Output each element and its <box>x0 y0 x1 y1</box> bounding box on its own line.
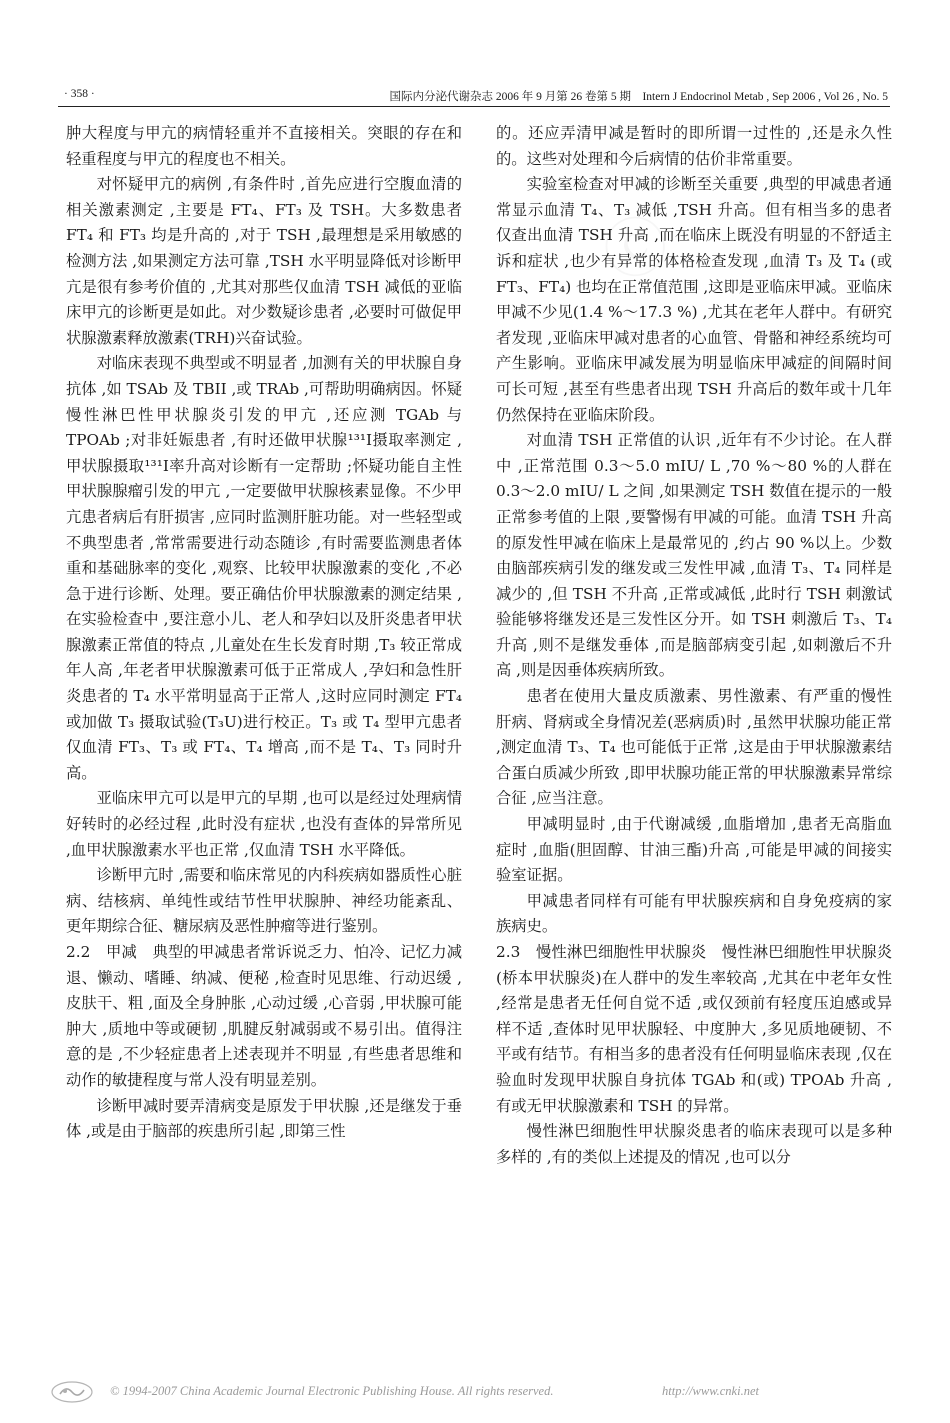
header-rule <box>58 106 890 107</box>
page-footer <box>48 1380 928 1406</box>
paragraph: 甲减患者同样有可能有甲状腺疾病和自身免疫病的家族病史。 <box>496 891 892 936</box>
section-paragraph: 2.2 甲减 典型的甲减患者常诉说乏力、怕冷、记忆力减退、懒动、嗜睡、纳减、便秘 ,检查时见思维、行动迟缓 ,皮肤干、粗 ,面及全身肿胀 ,心动过缓 ,心音弱 ,甲状腺可能肿大 ,质地中等或硬韧 ,肌腱反射减弱或不易引出。值得注意的是 ,不少轻症患者上述表现并不明显 ,有些患者思维和动作的敏捷程度与常人没有明显差别。 <box>66 943 462 1089</box>
paragraph: 诊断甲减时要弄清病变是原发于甲状腺 ,还是继发于垂体 ,或是由于脑部的疾患所引起 ,即第三性 <box>66 1096 462 1141</box>
paragraph: 对血清 TSH 正常值的认识 ,近年有不少讨论。在人群中 ,正常范围 0.3～5.0 mIU/ L ,70 %～80 %的人群在 0.3～2.0 mIU/ L 之间 ,如果测定 TSH 数值在提示的一般正常参考值的上限 ,要警惕有甲减的可能。血清 TSH 升高的原发性甲减在临床上是最常见的 ,约占 90 %以上。少数由脑部疾病引发的继发或三发性甲减 ,血清 T₃、T₄ 同样是减少的 ,但 TSH 不升高 ,正常或减低 ,此时行 TSH 刺激试验能够将继发还是三发性区分开。如 TSH 刺激后 T₃、T₄ 升高 ,则不是继发垂体 ,而是脑部病变引起 ,如刺激后不升高 ,则是因垂体疾病所致。 <box>496 431 892 680</box>
paragraph: 对怀疑甲亢的病例 ,有条件时 ,首先应进行空腹血清的相关激素测定 ,主要是 FT₄、FT₃ 及 TSH。大多数患者 FT₄ 和 FT₃ 均是升高的 ,对于 TSH ,最理想是采用敏感的检测方法 ,如果测定方法可靠 ,TSH 水平明显降低对诊断甲亢是很有参考价值的 ,尤其对那些仅血清 TSH 减低的亚临床甲亢的诊断更是如此。对少数疑诊患者 ,必要时可做促甲状腺激素释放激素(TRH)兴奋试验。 <box>66 175 462 347</box>
website-link[interactable]: http://www.cnki.net <box>662 1384 759 1398</box>
paragraph: 患者在使用大量皮质激素、男性激素、有严重的慢性肝病、肾病或全身情况差(恶病质)时 ,虽然甲状腺功能正常 ,测定血清 T₃、T₄ 也可能低于正常 ,这是由于甲状腺激素结合蛋白质减少所致 ,即甲状腺功能正常的甲状腺激素异常综合征 ,应当注意。 <box>496 687 892 808</box>
paragraph: 的。还应弄清甲减是暂时的即所谓一过性的 ,还是永久性的。这些对处理和今后病情的估价非常重要。 <box>496 124 892 168</box>
paragraph: 慢性淋巴细胞性甲状腺炎患者的临床表现可以是多种多样的 ,有的类似上述提及的情况 ,也可以分 <box>496 1122 892 1166</box>
section-paragraph: 2.3 慢性淋巴细胞性甲状腺炎 慢性淋巴细胞性甲状腺炎(桥本甲状腺炎)在人群中的发生率较高 ,尤其在中老年女性 ,经常是患者无任何自觉不适 ,或仅颈前有轻度压迫感或异样不适 ,查体时见甲状腺轻、中度肿大 ,多见质地硬韧、不平或有结节。有相当多的患者没有任何明显临床表现 ,仅在验血时发现甲状腺自身抗体 TGAb 和(或) TPOAb 升高 ,有或无甲状腺激素和 TSH 的异常。 <box>496 943 892 1115</box>
paragraph: 肿大程度与甲亢的病情轻重并不直接相关。突眼的存在和轻重程度与甲亢的程度也不相关。 <box>66 124 462 168</box>
paragraph: 对临床表现不典型或不明显者 ,加测有关的甲状腺自身抗体 ,如 TSAb 及 TBII ,或 TRAb ,可帮助明确病因。怀疑慢性淋巴性甲状腺炎引发的甲亢 ,还应测 TGAb 与 TPOAb ;对非妊娠患者 ,有时还做甲状腺¹³¹I摄取率测定 ,甲状腺摄取¹³¹I率升高对诊断有一定帮助 ;怀疑功能自主性甲状腺腺瘤引发的甲亢 ,一定要做甲状腺核素显像。不少甲亢患者病后有肝损害 ,应同时监测肝脏功能。对一些轻型或不典型患者 ,常常需要进行动态随诊 ,有时需要监测患者体重和基础脉率的变化 ,观察、比较甲状腺激素的变化 ,不必急于进行诊断、处理。要正确估价甲状腺激素的测定结果 ,在实验检查中 ,要注意小儿、老人和孕妇以及肝炎患者甲状腺激素正常值的特点 ,儿童处在生长发育时期 ,T₃ 较正常成年人高 ,年老者甲状腺激素可低于正常成人 ,孕妇和急性肝炎患者的 T₄ 水平常明显高于正常人 ,这时应同时测定 FT₄ 或加做 T₃ 摄取试验(T₃U)进行校正。T₃ 或 T₄ 型甲亢患者仅血清 FT₃、T₃ 或 FT₄、T₄ 增高 ,而不是 T₄、T₃ 同时升高。 <box>66 354 462 782</box>
copyright-notice: © 1994-2007 China Academic Journal Electronic Publishing House. All rights reserved. <box>110 1384 554 1398</box>
journal-citation: 国际内分泌代谢杂志 2006 年 9 月第 26 卷第 5 期 Intern J Endocrinol Metab , Sep 2006 , Vol 26 , No. 5 <box>389 91 888 103</box>
cnki-logo-icon <box>50 1380 94 1404</box>
paragraph: 甲减明显时 ,由于代谢减缓 ,血脂增加 ,患者无高脂血症时 ,血脂(胆固醇、甘油三酯)升高 ,可能是甲减的间接实验室证据。 <box>496 815 892 885</box>
paragraph: 诊断甲亢时 ,需要和临床常见的内科疾病如器质性心脏病、结核病、单纯性或结节性甲状腺肿、神经功能紊乱、更年期综合征、糖尿病及恶性肿瘤等进行鉴别。 <box>66 866 462 936</box>
paragraph: 亚临床甲亢可以是甲亢的早期 ,也可以是经过处理病情好转时的必经过程 ,此时没有症状 ,也没有查体的异常所见 ,血甲状腺激素水平也正常 ,仅血清 TSH 水平降低。 <box>66 789 462 859</box>
left-column <box>66 121 462 1145</box>
paragraph: 实验室检查对甲减的诊断至关重要 ,典型的甲减患者通常显示血清 T₄、T₃ 减低 ,TSH 升高。但有相当多的患者仅查出血清 TSH 升高 ,而在临床上既没有明显的不舒适主诉和症状 ,也少有异常的体格检查发现 ,血清 T₃ 及 T₄ (或 FT₃、FT₄) 也均在正常值范围 ,这即是亚临床甲减。亚临床甲减不少见(1.4 %～17.3 %) ,尤其在老年人群中。有研究者发现 ,亚临床甲减对患者的心血管、骨骼和神经系统均可产生影响。亚临床甲减发展为明显临床甲减症的间隔时间可长可短 ,甚至有些患者出现 TSH 升高后的数年或十几年仍然保持在亚临床阶段。 <box>496 175 892 424</box>
running-header <box>58 88 888 106</box>
page-number: · 358 · <box>64 88 95 100</box>
right-column <box>496 121 892 1170</box>
